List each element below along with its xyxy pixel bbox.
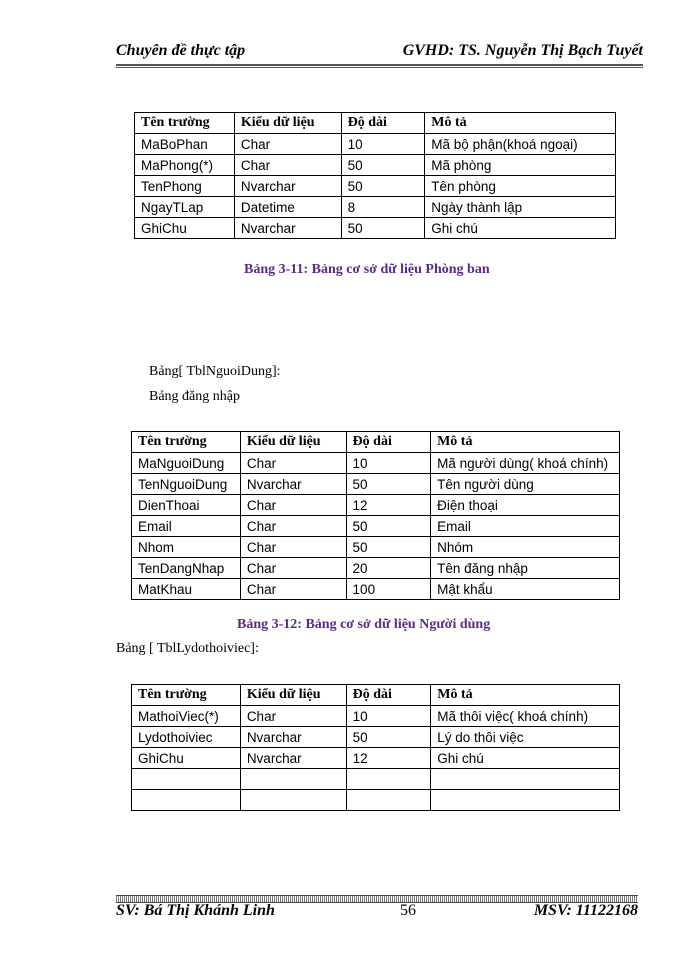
table-cell: Char	[234, 155, 341, 176]
page-footer	[116, 902, 638, 922]
table-cell	[346, 790, 431, 811]
column-header: Mô tả	[431, 432, 620, 453]
table-description-label: Bảng đăng nhập	[149, 389, 240, 404]
table-row	[132, 790, 620, 811]
table-cell: Char	[240, 453, 346, 474]
table-cell: Nvarchar	[240, 727, 346, 748]
table-cell: Char	[240, 579, 346, 600]
table-cell: 50	[341, 218, 425, 239]
column-header: Kiểu dữ liệu	[240, 432, 346, 453]
table-row	[132, 516, 620, 537]
table-row	[135, 155, 616, 176]
table-cell: Char	[234, 134, 341, 155]
table-row	[132, 769, 620, 790]
header-rule	[116, 64, 643, 68]
table-cell: Lydothoiviec	[132, 727, 241, 748]
table-cell: 50	[346, 474, 431, 495]
table-cell	[240, 790, 346, 811]
table-cell: 50	[346, 727, 431, 748]
table-cell: 12	[346, 495, 431, 516]
table-cell: Char	[240, 558, 346, 579]
column-header: Kiểu dữ liệu	[240, 685, 346, 706]
table-cell: Char	[240, 495, 346, 516]
table-cell: Char	[240, 706, 346, 727]
column-header: Mô tả	[431, 685, 620, 706]
table-phong-ban	[134, 112, 616, 239]
table-cell: Email	[431, 516, 620, 537]
table-cell: DienThoai	[132, 495, 241, 516]
table-cell: MathoiViec(*)	[132, 706, 241, 727]
table-row	[135, 176, 616, 197]
table-cell: MatKhau	[132, 579, 241, 600]
table-row	[132, 558, 620, 579]
table-cell: Tên phòng	[425, 176, 616, 197]
table-cell: Tên người dùng	[431, 474, 620, 495]
table-row	[132, 537, 620, 558]
table-nguoi-dung	[131, 431, 620, 600]
table-cell: 10	[341, 134, 425, 155]
footer-student-name: SV: Bá Thị Khánh Linh	[116, 902, 275, 919]
table-cell: Char	[240, 537, 346, 558]
column-header: Tên trường	[132, 432, 241, 453]
table-caption-3-11: Bảng 3-11: Bảng cơ sở dữ liệu Phòng ban	[244, 262, 490, 277]
table-row	[135, 197, 616, 218]
table-row	[132, 727, 620, 748]
header-supervisor: GVHD: TS. Nguyễn Thị Bạch Tuyết	[402, 42, 643, 59]
table-cell: Nvarchar	[234, 218, 341, 239]
table-cell: Mã người dùng( khoá chính)	[431, 453, 620, 474]
header-course-title: Chuyên đề thực tập	[116, 42, 246, 59]
table-cell: Email	[132, 516, 241, 537]
table-cell: Nhom	[132, 537, 241, 558]
table-cell	[132, 769, 241, 790]
table-cell: Ghi chú	[431, 748, 620, 769]
table-cell: 10	[346, 453, 431, 474]
table-row	[132, 453, 620, 474]
table-cell: Điện thoại	[431, 495, 620, 516]
footer-student-id: MSV: 11122168	[533, 902, 638, 919]
table-cell: Char	[240, 516, 346, 537]
table-row	[132, 579, 620, 600]
table-cell: Mã bộ phận(khoá ngoại)	[425, 134, 616, 155]
column-header: Độ dài	[346, 432, 431, 453]
table-name-label: Bảng [ TblLydothoiviec]:	[116, 641, 259, 656]
column-header: Kiểu dữ liệu	[234, 113, 341, 134]
table-cell	[431, 769, 620, 790]
column-header: Độ dài	[346, 685, 431, 706]
table-cell: Datetime	[234, 197, 341, 218]
table-cell: 12	[346, 748, 431, 769]
table-cell: Nvarchar	[240, 748, 346, 769]
table-cell: Nhóm	[431, 537, 620, 558]
table-ly-do-thoi-viec	[131, 684, 620, 811]
table-cell: Tên đăng nhập	[431, 558, 620, 579]
table-name-label: Bảng[ TblNguoiDung]:	[149, 364, 281, 379]
table-cell: 50	[341, 176, 425, 197]
table-cell: GhiChu	[135, 218, 235, 239]
page-number: 56	[400, 902, 416, 919]
table-row	[135, 134, 616, 155]
table-cell: NgayTLap	[135, 197, 235, 218]
table-cell: 50	[346, 537, 431, 558]
table-cell: Nvarchar	[234, 176, 341, 197]
table-row	[132, 495, 620, 516]
column-header: Tên trường	[135, 113, 235, 134]
column-header: Tên trường	[132, 685, 241, 706]
table-cell: 20	[346, 558, 431, 579]
table-cell: Mã phòng	[425, 155, 616, 176]
table-cell	[132, 790, 241, 811]
table-header-row	[135, 113, 616, 134]
table-cell: GhiChu	[132, 748, 241, 769]
table-cell: 50	[346, 516, 431, 537]
table-cell	[431, 790, 620, 811]
table-row	[132, 706, 620, 727]
table-cell: TenNguoiDung	[132, 474, 241, 495]
table-caption-3-12: Bảng 3-12: Bảng cơ sở dữ liệu Người dùng	[237, 617, 491, 632]
table-cell: MaBoPhan	[135, 134, 235, 155]
table-row	[135, 218, 616, 239]
table-cell: TenDangNhap	[132, 558, 241, 579]
table-row	[132, 474, 620, 495]
table-cell	[240, 769, 346, 790]
table-cell: Ghi chú	[425, 218, 616, 239]
table-cell: Nvarchar	[240, 474, 346, 495]
table-row	[132, 748, 620, 769]
table-cell: 100	[346, 579, 431, 600]
table-cell: Mã thôi việc( khoá chính)	[431, 706, 620, 727]
table-cell: MaNguoiDung	[132, 453, 241, 474]
column-header: Mô tả	[425, 113, 616, 134]
page-header	[116, 40, 643, 64]
table-cell: 8	[341, 197, 425, 218]
table-header-row	[132, 685, 620, 706]
table-cell: Ngày thành lập	[425, 197, 616, 218]
table-cell: Mật khẩu	[431, 579, 620, 600]
column-header: Độ dài	[341, 113, 425, 134]
table-cell: 50	[341, 155, 425, 176]
table-cell: Lý do thôi việc	[431, 727, 620, 748]
table-cell	[346, 769, 431, 790]
table-cell: 10	[346, 706, 431, 727]
table-cell: MaPhong(*)	[135, 155, 235, 176]
table-header-row	[132, 432, 620, 453]
table-cell: TenPhong	[135, 176, 235, 197]
